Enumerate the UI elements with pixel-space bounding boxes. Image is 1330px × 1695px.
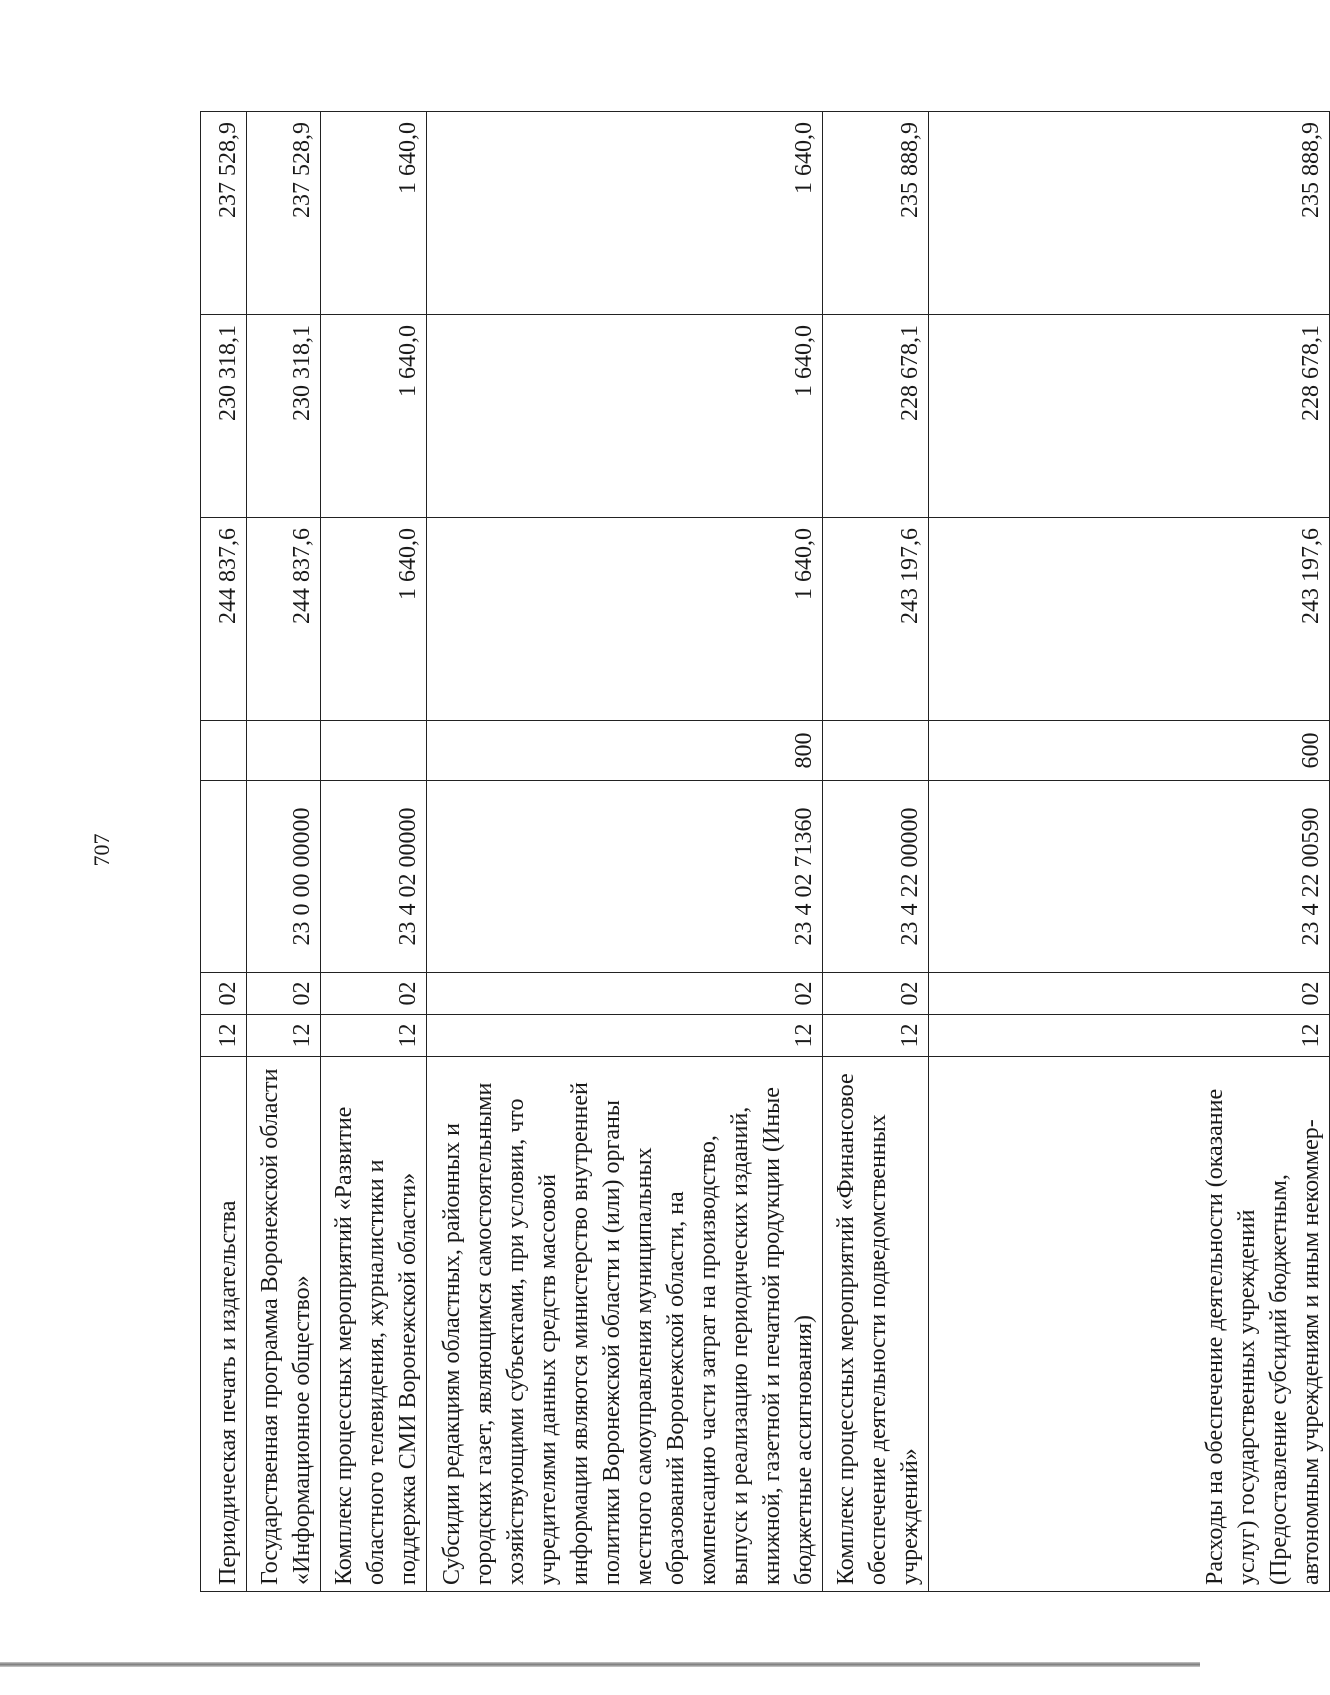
table-row	[427, 112, 823, 1592]
row-value-year3: 237 528,9	[247, 112, 321, 315]
row-value-year1: 1 640,0	[321, 518, 427, 721]
row-target-code: 23 0 00 00000	[247, 781, 321, 973]
row-value-year2: 230 318,1	[201, 315, 247, 518]
row-subsection: 02	[321, 973, 427, 1015]
row-section: 12	[321, 1015, 427, 1057]
row-target-code: 23 4 02 00000	[321, 781, 427, 973]
table-row	[823, 112, 929, 1592]
row-subsection: 02	[427, 973, 823, 1015]
row-target-code: 23 4 22 00000	[823, 781, 929, 973]
row-value-year1: 244 837,6	[201, 518, 247, 721]
page-number: 707	[89, 833, 114, 867]
row-value-year2: 230 318,1	[247, 315, 321, 518]
row-target-code: 23 4 02 71360	[427, 781, 823, 973]
row-section: 12	[929, 1015, 1330, 1057]
row-expense-type	[201, 721, 247, 781]
scan-edge-line	[0, 1662, 1200, 1667]
row-section: 12	[247, 1015, 321, 1057]
row-name: Периодическая печать и издательства	[201, 1057, 247, 1592]
row-name: Государственная программа Воронежской области «Информационное общество»	[247, 1057, 321, 1592]
row-value-year3: 235 888,9	[929, 112, 1330, 315]
row-target-code: 23 4 22 00590	[929, 781, 1330, 973]
row-section: 12	[201, 1015, 247, 1057]
row-value-year3: 1 640,0	[427, 112, 823, 315]
row-expense-type	[321, 721, 427, 781]
row-subsection: 02	[247, 973, 321, 1015]
row-value-year2: 1 640,0	[321, 315, 427, 518]
table-row	[201, 112, 247, 1592]
row-section: 12	[427, 1015, 823, 1057]
budget-table	[200, 111, 1330, 1592]
row-value-year1: 243 197,6	[929, 518, 1330, 721]
row-section: 12	[823, 1015, 929, 1057]
table-row	[321, 112, 427, 1592]
row-name: Субсидии редакциям областных, районных и городских газет, являющимся самостоятельными хозяйствующими субъектами, при условии, что учредителями данных средств массовой информации являются министерство внутренней политики Воронежской области и (или) органы местного самоуправления муниципальных образований Воронежской области, на компенсацию части затрат на производство, выпуск и реализацию периодических изданий, книжной, газетной и печатной продукции (Иные бюджетные ассигнования)	[427, 1057, 823, 1592]
row-value-year3: 237 528,9	[201, 112, 247, 315]
row-subsection: 02	[201, 973, 247, 1015]
row-subsection: 02	[823, 973, 929, 1015]
row-value-year1: 244 837,6	[247, 518, 321, 721]
row-value-year2: 1 640,0	[427, 315, 823, 518]
row-value-year2: 228 678,1	[823, 315, 929, 518]
row-target-code	[201, 781, 247, 973]
row-expense-type: 800	[427, 721, 823, 781]
row-value-year3: 1 640,0	[321, 112, 427, 315]
row-value-year2: 228 678,1	[929, 315, 1330, 518]
row-expense-type	[247, 721, 321, 781]
table-row	[247, 112, 321, 1592]
row-value-year1: 243 197,6	[823, 518, 929, 721]
row-value-year1: 1 640,0	[427, 518, 823, 721]
row-expense-type	[823, 721, 929, 781]
row-name: Комплекс процессных мероприятий «Развитие областного телевидения, журналистики и поддержка СМИ Воронежской области»	[321, 1057, 427, 1592]
row-name: Расходы на обеспечение деятельности (оказание услуг) государственных учреждений (Предоставление субсидий бюджетным, автономным учреждениям и иным некоммер-	[929, 1057, 1330, 1592]
budget-table-container	[200, 112, 1330, 1592]
row-subsection: 02	[929, 973, 1330, 1015]
table-row	[929, 112, 1330, 1592]
row-name: Комплекс процессных мероприятий «Финансовое обеспечение деятельности подведомственных учреждений»	[823, 1057, 929, 1592]
row-value-year3: 235 888,9	[823, 112, 929, 315]
row-expense-type: 600	[929, 721, 1330, 781]
